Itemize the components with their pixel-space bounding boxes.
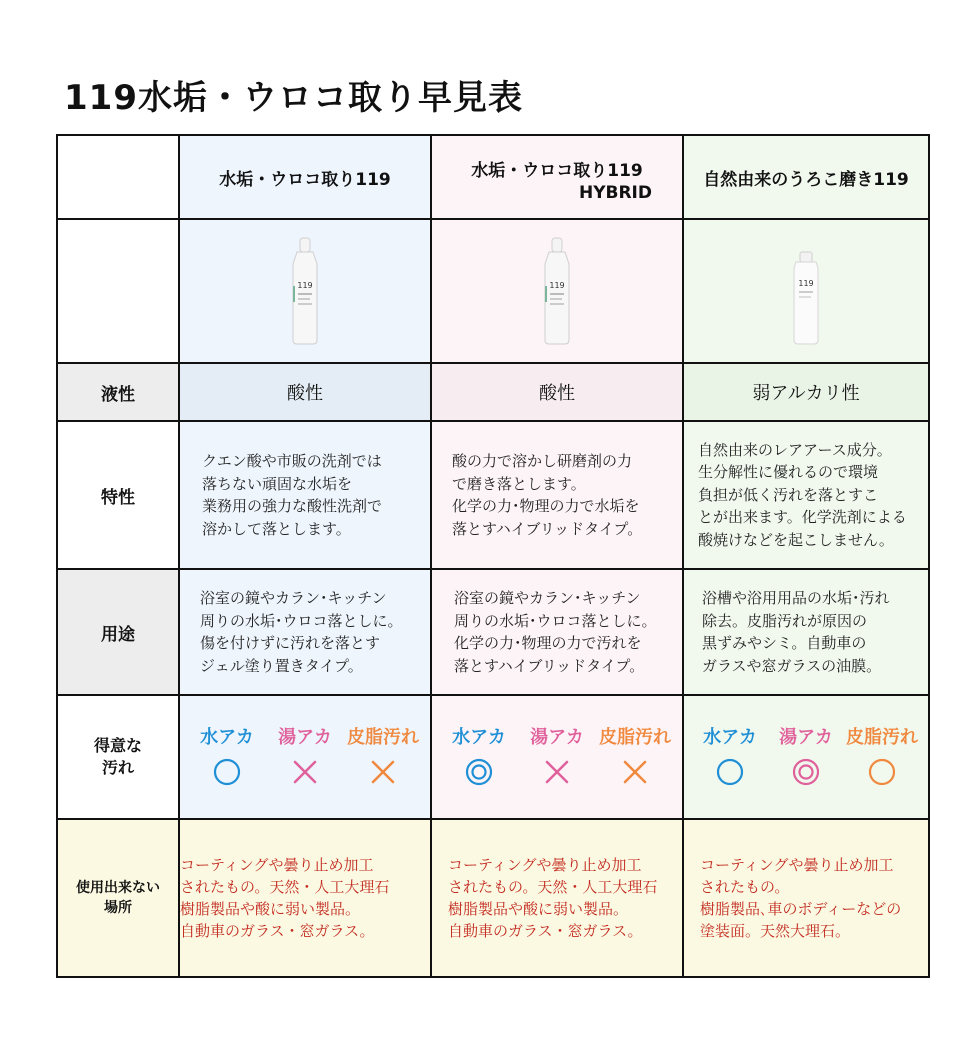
circle-mark-icon (715, 757, 745, 787)
bottle-label: 119 (549, 281, 565, 290)
text-line: 周りの水垢･ウロコ落としに。 (454, 611, 657, 630)
uses-cell (683, 569, 929, 695)
uses-row (57, 569, 929, 695)
text-line: 落とすハイブリッドタイプ。 (452, 519, 643, 538)
product-image-2 (431, 219, 683, 363)
stain-ratings (684, 723, 928, 791)
text-line: 塗装面。天然大理石。 (700, 922, 851, 940)
stain-name: 湯アカ (278, 727, 332, 748)
stain-name: 湯アカ (530, 727, 584, 748)
text-line: ジェル塗り置きタイプ。 (200, 656, 363, 675)
product-name: 水垢・ウロコ取り119 (471, 160, 643, 181)
row-label-line: 使用出来ない (76, 880, 160, 896)
text-line: 溶かして落とします。 (202, 519, 351, 538)
text-line: 化学の力･物理の力で汚れを (454, 634, 642, 652)
text-line: 樹脂製品､車のボディーなどの (700, 900, 902, 918)
stain-name: 皮脂汚れ (347, 727, 419, 748)
rating-mark (844, 757, 919, 791)
row-label-ph: 液性 (57, 363, 179, 421)
stain-name: 皮脂汚れ (599, 727, 671, 748)
text-line: 浴室の鏡やカラン･キッチン (454, 589, 641, 607)
bottle-icon (285, 236, 325, 346)
text-line: とが出来ます。化学洗剤による (698, 508, 907, 527)
row-label-stains (57, 695, 179, 819)
row-label-features: 特性 (57, 421, 179, 569)
stain-name: 皮脂汚れ (845, 727, 918, 748)
product-name: 水垢・ウロコ取り119 (219, 169, 391, 190)
features-cell (179, 421, 431, 569)
stain-hot (266, 723, 343, 791)
cross-mark-icon (368, 757, 398, 787)
stain-sebum (344, 723, 421, 791)
rating-mark (596, 757, 673, 791)
ph-value: 酸性 (431, 363, 683, 421)
text-line: 浴槽や浴用用品の水垢･汚れ (702, 589, 890, 607)
product-header-3 (683, 135, 929, 219)
product-image-3 (683, 219, 929, 363)
stains-cell (179, 695, 431, 819)
text-line: コーティングや曇り止め加工 (180, 856, 374, 874)
uses-cell (431, 569, 683, 695)
stain-water (692, 723, 767, 791)
stains-cell (431, 695, 683, 819)
double-circle-mark-icon (464, 757, 494, 787)
features-row (57, 421, 929, 569)
rating-mark (768, 757, 843, 791)
rating-mark (266, 757, 343, 791)
not-usable-cell (683, 819, 929, 977)
not-usable-row (57, 819, 929, 977)
text-line: 酸焼けなどを起こしません。 (698, 530, 894, 549)
stain-name: 水アカ (452, 727, 506, 748)
ph-row (57, 363, 929, 421)
text-line: クエン酸や市販の洗剤では (202, 452, 382, 470)
bottle-icon (786, 236, 826, 346)
header-row (57, 135, 929, 219)
text-line: 負担が低く汚れを落とすこ (698, 485, 879, 504)
text-line: 落ちない頑固な水垢を (202, 474, 353, 493)
text-line: 化学の力･物理の力で水垢を (452, 497, 640, 515)
ph-value: 酸性 (179, 363, 431, 421)
row-label-line: 汚れ (101, 758, 134, 777)
rating-mark (440, 757, 517, 791)
product-image-1 (179, 219, 431, 363)
comparison-table (56, 134, 930, 978)
stain-hot (768, 723, 843, 791)
image-row (57, 219, 929, 363)
stain-ratings (432, 723, 682, 791)
row-label-line: 場所 (104, 900, 132, 916)
image-label-cell (57, 219, 179, 363)
text-line: 周りの水垢･ウロコ落としに。 (200, 611, 403, 630)
page-title: 119水垢・ウロコ取り早見表 (64, 78, 523, 118)
stain-name: 湯アカ (779, 727, 833, 748)
bottle-label: 119 (297, 281, 313, 290)
cross-mark-icon (620, 757, 650, 787)
text-line: 生分解性に優れるので環境 (698, 463, 879, 482)
features-cell (431, 421, 683, 569)
stain-sebum (596, 723, 673, 791)
text-line: 傷を付けずに汚れを落とす (200, 634, 381, 652)
product-header-1 (179, 135, 431, 219)
text-line: 酸の力で溶かし研磨剤の力 (452, 452, 633, 470)
corner-cell (57, 135, 179, 219)
uses-cell (179, 569, 431, 695)
features-cell (683, 421, 929, 569)
cross-mark-icon (290, 757, 320, 787)
rating-mark (518, 757, 595, 791)
cross-mark-icon (542, 757, 572, 787)
not-usable-cell (431, 819, 683, 977)
text-line: 樹脂製品や酸に弱い製品。 (180, 900, 361, 918)
circle-mark-icon (867, 757, 897, 787)
not-usable-cell (179, 819, 431, 977)
stain-hot (518, 723, 595, 791)
text-line: 樹脂製品や酸に弱い製品。 (448, 900, 629, 918)
stains-row (57, 695, 929, 819)
product-subname: HYBRID (578, 182, 652, 203)
stain-name: 水アカ (703, 727, 757, 748)
text-line: ガラスや窓ガラスの油膜。 (702, 656, 882, 675)
product-name: 自然由来のうろこ磨き119 (703, 169, 909, 190)
bottle-label: 119 (798, 279, 814, 288)
text-line: 黒ずみやシミ。自動車の (702, 634, 867, 652)
text-line: で磨き落とします。 (452, 474, 586, 493)
rating-mark (188, 757, 265, 791)
text-line: されたもの。 (700, 878, 790, 896)
circle-mark-icon (212, 757, 242, 787)
text-line: 除去。皮脂汚れが原因の (702, 611, 868, 630)
stains-cell (683, 695, 929, 819)
text-line: コーティングや曇り止め加工 (448, 856, 642, 874)
bottle-icon (537, 236, 577, 346)
text-line: されたもの。天然・人工大理石 (180, 878, 390, 896)
text-line: 業務用の強力な酸性洗剤で (202, 497, 383, 515)
text-line: 浴室の鏡やカラン･キッチン (200, 589, 387, 607)
row-label-uses: 用途 (57, 569, 179, 695)
stain-ratings (180, 723, 430, 791)
row-label-line: 得意な (93, 736, 142, 755)
row-label-not-usable (57, 819, 179, 977)
rating-mark (344, 757, 421, 791)
text-line: 自動車のガラス・窓ガラス。 (448, 922, 643, 940)
stain-sebum (844, 723, 919, 791)
stain-name: 水アカ (200, 727, 254, 748)
text-line: 自動車のガラス・窓ガラス。 (180, 922, 375, 940)
ph-value: 弱アルカリ性 (683, 363, 929, 421)
double-circle-mark-icon (791, 757, 821, 787)
text-line: されたもの。天然・人工大理石 (448, 878, 658, 896)
text-line: コーティングや曇り止め加工 (700, 856, 894, 874)
stain-water (440, 723, 517, 791)
text-line: 落とすハイブリッドタイプ。 (454, 656, 645, 675)
text-line: 自然由来のレアアース成分。 (698, 440, 892, 459)
product-header-2 (431, 135, 683, 219)
stain-water (188, 723, 265, 791)
rating-mark (692, 757, 767, 791)
